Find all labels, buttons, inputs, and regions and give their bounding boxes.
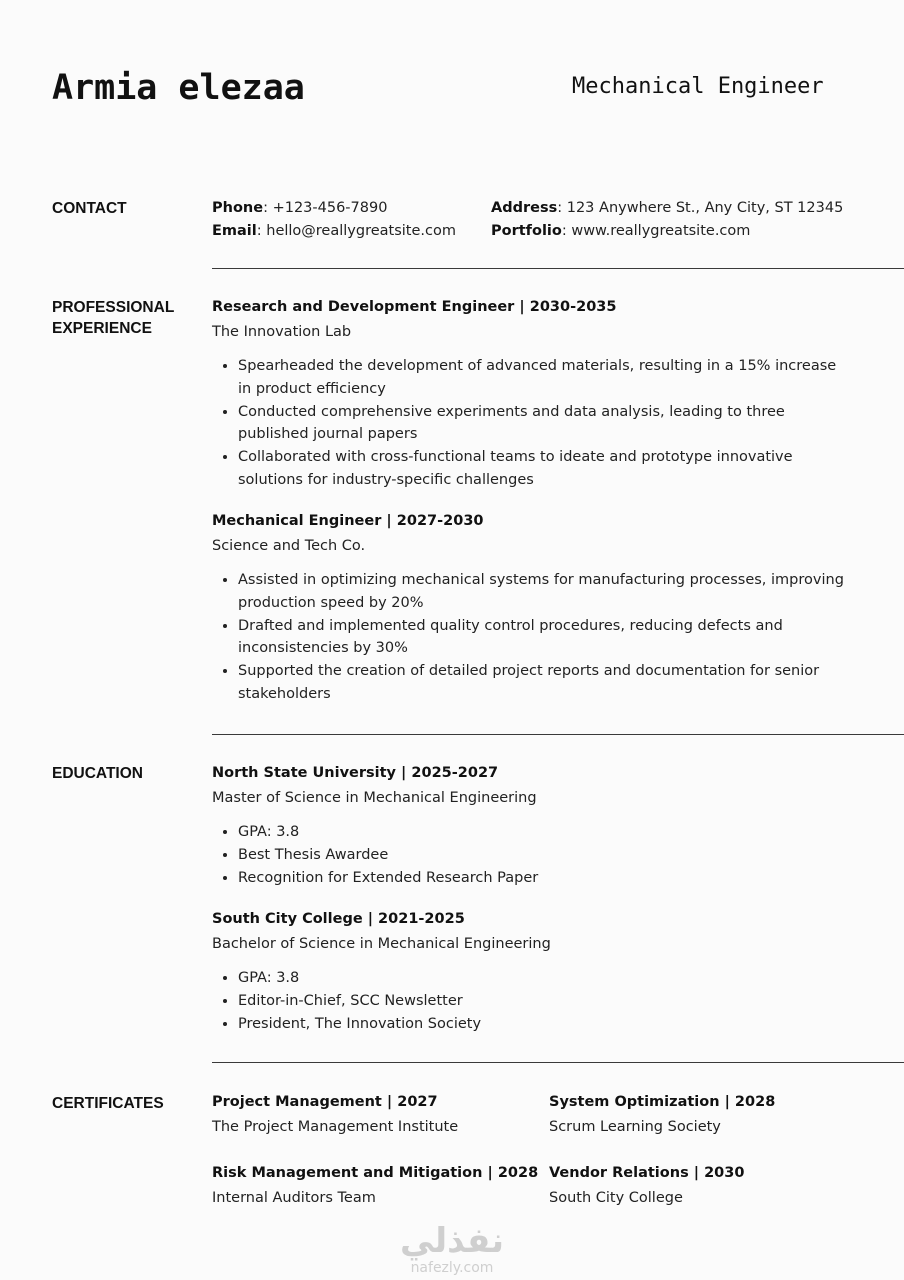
entry-degree: Master of Science in Mechanical Engineering: [212, 790, 537, 806]
section-divider: [212, 268, 904, 269]
contact-phone: Phone: +123-456-7890: [212, 200, 388, 216]
address-value: 123 Anywhere St., Any City, ST 12345: [566, 200, 844, 216]
bullet-item: • Editor-in-Chief, SCC Newsletter: [238, 990, 852, 1013]
certificate-item: [212, 1092, 458, 1138]
candidate-name: Armia elezaa: [52, 68, 305, 108]
certificate-title: Project Management | 2027: [212, 1094, 438, 1110]
certificate-item: [212, 1163, 538, 1209]
contact-column-right: [491, 197, 843, 243]
entry-bullets: [212, 967, 852, 1035]
contact-address: Address: 123 Anywhere St., Any City, ST 12345: [491, 200, 844, 216]
section-divider: [212, 734, 904, 735]
certificate-issuer: Internal Auditors Team: [212, 1190, 376, 1206]
phone-label: Phone: [212, 200, 264, 216]
bullet-item: • Recognition for Extended Research Paper: [238, 867, 852, 890]
bullet-item: • President, The Innovation Society: [238, 1013, 852, 1036]
certificate-issuer: The Project Management Institute: [212, 1119, 459, 1135]
entry-degree: Bachelor of Science in Mechanical Engineering: [212, 936, 551, 952]
education-entry: [212, 909, 852, 1035]
education-entry: [212, 763, 852, 889]
section-divider: [212, 1062, 904, 1063]
portfolio-value: www.reallygreatsite.com: [571, 223, 751, 239]
bullet-item: • Conducted comprehensive experiments and data analysis, leading to three published journal papers: [238, 401, 852, 447]
certificate-item: [549, 1163, 744, 1209]
email-label: Email: [212, 223, 257, 239]
section-label-certificates: CERTIFICATES: [52, 1095, 164, 1112]
experience-entry: [212, 511, 852, 706]
contact-email: Email: hello@reallygreatsite.com: [212, 223, 456, 239]
certificate-title: System Optimization | 2028: [549, 1094, 776, 1110]
entry-title: Research and Development Engineer | 2030-2035: [212, 299, 617, 315]
watermark-url: nafezly.com: [410, 1260, 494, 1276]
entry-bullets: [212, 821, 852, 889]
experience-entry: [212, 297, 852, 492]
entry-title: Mechanical Engineer | 2027-2030: [212, 513, 484, 529]
entry-bullets: [212, 569, 852, 706]
certificate-issuer: Scrum Learning Society: [549, 1119, 721, 1135]
bullet-item: • GPA: 3.8: [238, 967, 852, 990]
bullet-item: • Drafted and implemented quality control procedures, reducing defects and inconsistencies by 30%: [238, 615, 852, 661]
entry-organization: The Innovation Lab: [212, 324, 352, 340]
entry-bullets: [212, 355, 852, 492]
entry-title: South City College | 2021-2025: [212, 911, 465, 927]
watermark-arabic: نفذلي: [399, 1221, 505, 1261]
section-label-experience: PROFESSIONAL EXPERIENCE: [52, 299, 175, 337]
bullet-item: • Collaborated with cross-functional teams to ideate and prototype innovative solutions for industry-specific challenges: [238, 446, 852, 492]
job-role: Mechanical Engineer: [572, 74, 824, 99]
certificate-title: Risk Management and Mitigation | 2028: [212, 1165, 539, 1181]
email-value: hello@reallygreatsite.com: [266, 223, 456, 239]
bullet-item: • Supported the creation of detailed project reports and documentation for senior stakeholders: [238, 660, 852, 706]
watermark: [392, 1222, 512, 1276]
certificate-issuer: South City College: [549, 1190, 683, 1206]
entry-organization: Science and Tech Co.: [212, 538, 366, 554]
contact-column-left: [212, 197, 456, 243]
section-label-contact: CONTACT: [52, 200, 127, 217]
contact-portfolio: Portfolio: www.reallygreatsite.com: [491, 223, 751, 239]
bullet-item: • Best Thesis Awardee: [238, 844, 852, 867]
bullet-item: • GPA: 3.8: [238, 821, 852, 844]
section-label-education: EDUCATION: [52, 765, 143, 782]
certificate-title: Vendor Relations | 2030: [549, 1165, 745, 1181]
phone-value: +123-456-7890: [272, 200, 388, 216]
portfolio-label: Portfolio: [491, 223, 562, 239]
address-label: Address: [491, 200, 558, 216]
bullet-item: • Spearheaded the development of advanced materials, resulting in a 15% increase in product efficiency: [238, 355, 852, 401]
bullet-item: • Assisted in optimizing mechanical systems for manufacturing processes, improving production speed by 20%: [238, 569, 852, 615]
certificate-item: [549, 1092, 775, 1138]
entry-title: North State University | 2025-2027: [212, 765, 499, 781]
